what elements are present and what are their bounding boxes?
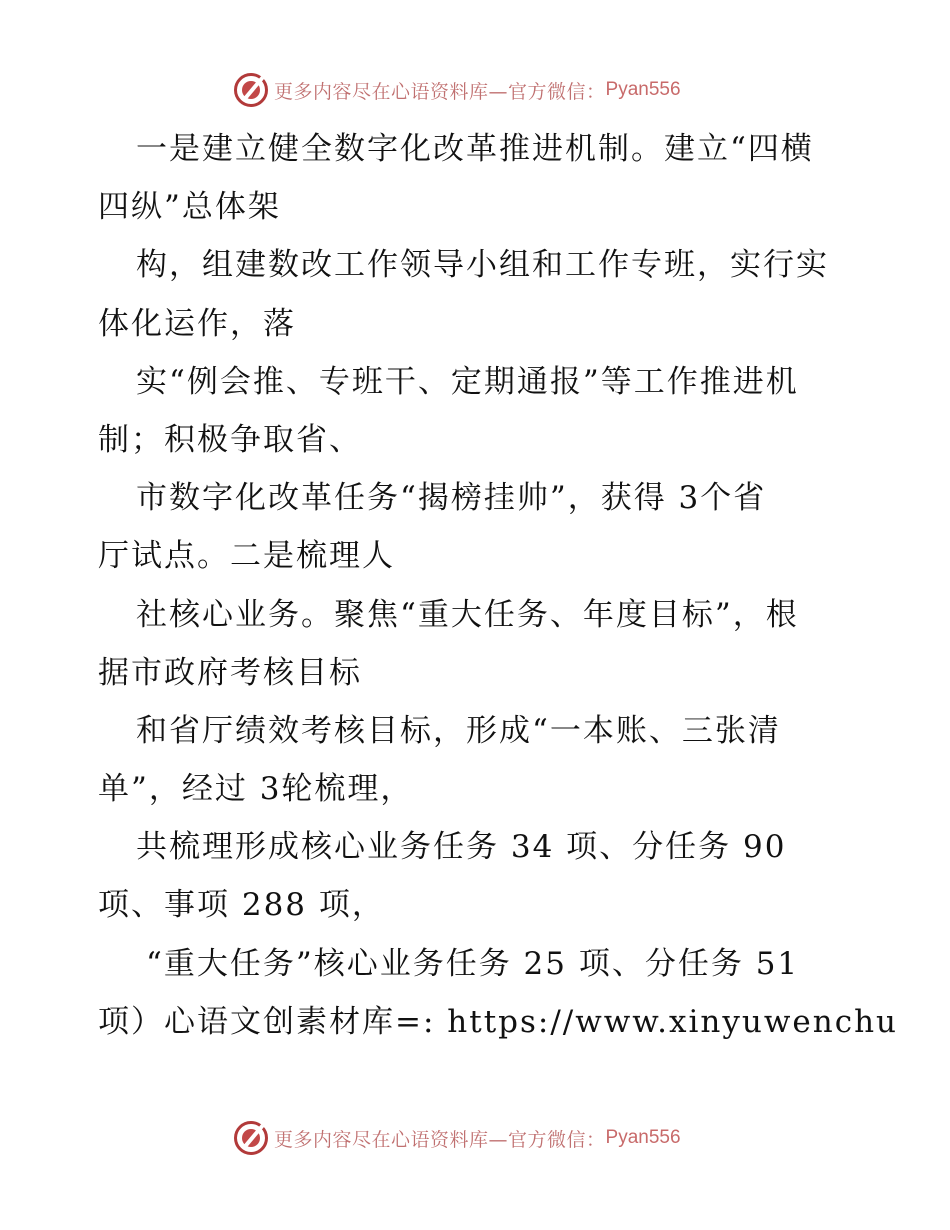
text-line: 项、事项 288 项， (98, 887, 385, 924)
text-line: 实“例会推、专班干、定期通报”等工作推进机 (136, 363, 799, 400)
text-line: 和省厅绩效考核目标，形成“一本账、三张清 (136, 712, 781, 749)
header-watermark-banner (234, 70, 681, 110)
logo-icon (234, 73, 268, 107)
text-line: 构，组建数改工作领导小组和工作专班，实行实 (136, 247, 829, 284)
text-line: 四纵”总体架 (98, 189, 281, 226)
text-line: 市数字化改革任务“揭榜挂帅”，获得 3个省 (136, 480, 767, 517)
banner-text: 更多内容尽在心语资料库—官方微信： (274, 1128, 606, 1151)
text-line: 厅试点。二是梳理人 (98, 538, 395, 575)
banner-wechat-id: Pyan556 (605, 1127, 681, 1148)
text-line: 单”，经过 3轮梳理， (98, 771, 414, 808)
text-line: 项）心语文创素材库=: https://www.xinyuwenchu (98, 1003, 898, 1040)
logo-icon (234, 1121, 268, 1155)
text-line: 据市政府考核目标 (98, 654, 362, 691)
text-line: 社核心业务。聚焦“重大任务、年度目标”，根 (136, 596, 799, 633)
text-line: 制；积极争取省、 (98, 421, 362, 458)
text-line: “重大任务”核心业务任务 25 项、分任务 51 (146, 945, 800, 982)
text-line: 共梳理形成核心业务任务 34 项、分任务 90 (136, 829, 787, 866)
footer-watermark-banner (234, 1118, 681, 1158)
banner-text: 更多内容尽在心语资料库—官方微信： (274, 80, 606, 103)
document-body (98, 120, 898, 1051)
text-line: 一是建立健全数字化改革推进机制。建立“四横 (136, 131, 814, 167)
text-line: 体化运作，落 (98, 305, 296, 342)
banner-wechat-id: Pyan556 (605, 79, 681, 100)
